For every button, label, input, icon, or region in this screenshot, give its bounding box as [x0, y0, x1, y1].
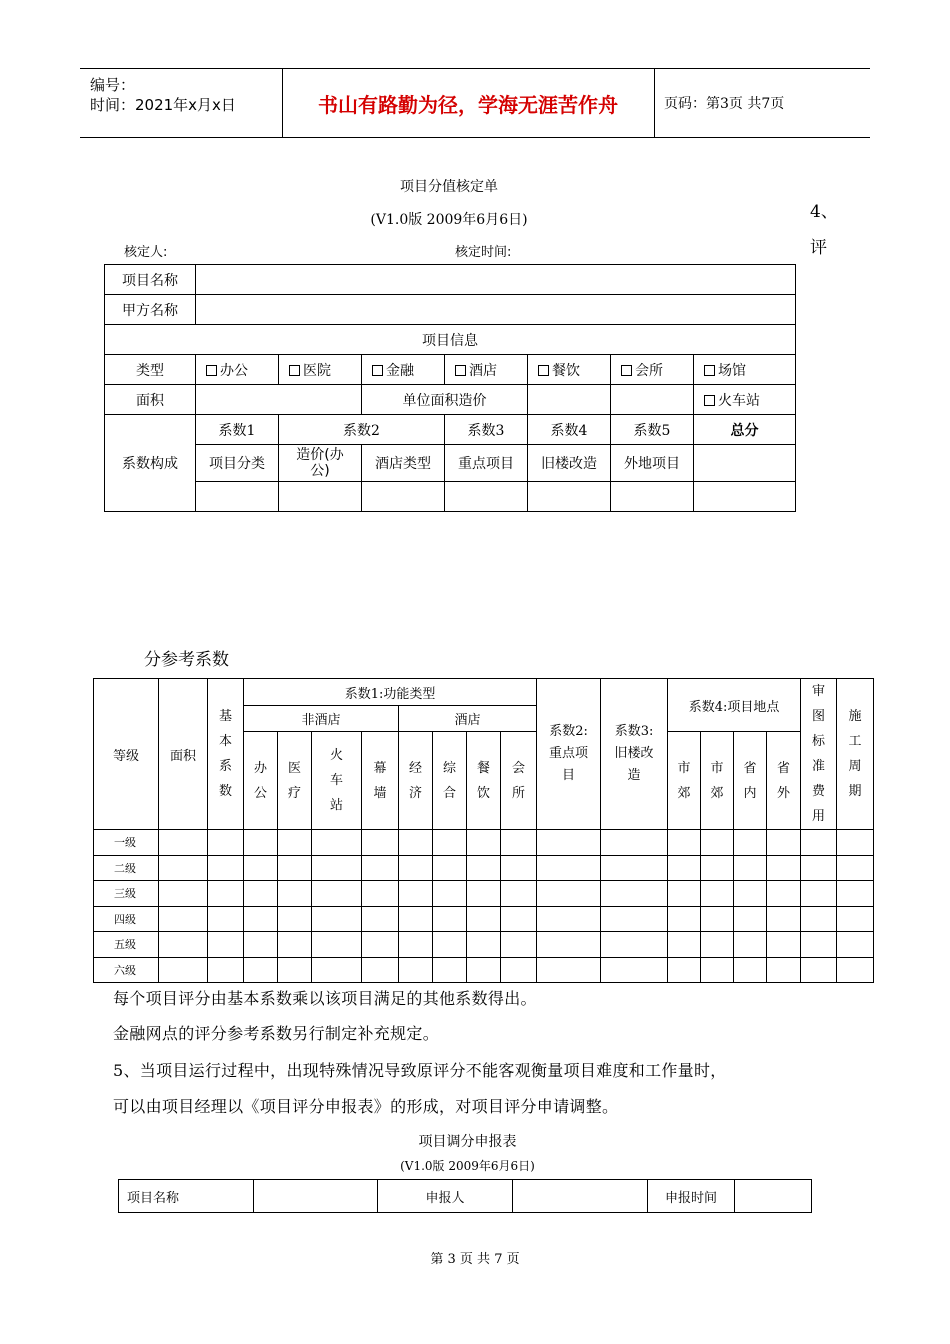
grade-value-cell[interactable]: [362, 932, 399, 958]
grade-value-cell[interactable]: [837, 957, 874, 983]
grade-value-cell[interactable]: [399, 881, 433, 907]
grade-value-cell[interactable]: [601, 932, 668, 958]
grade-value-cell[interactable]: [767, 957, 801, 983]
grade-value-cell[interactable]: [537, 881, 601, 907]
coef-value-cell[interactable]: [528, 482, 611, 512]
checkbox-icon[interactable]: [704, 395, 715, 406]
check-time-label: 核定时间:: [455, 245, 512, 260]
grade-value-cell[interactable]: [312, 830, 362, 856]
grade-value-cell[interactable]: [278, 881, 312, 907]
location-suburb2-header: 市郊: [701, 732, 734, 830]
score-adjust-form: [118, 1179, 812, 1213]
location-out-province-header: 省外: [767, 732, 801, 830]
grade-value-cell[interactable]: [801, 932, 837, 958]
client-name-label: 甲方名称: [105, 295, 196, 325]
grade-value-cell[interactable]: [801, 881, 837, 907]
grade-value-cell[interactable]: [312, 881, 362, 907]
grade-value-cell[interactable]: [701, 881, 734, 907]
grade-value-cell[interactable]: [837, 906, 874, 932]
unit-cost-field[interactable]: [528, 385, 611, 415]
grade-value-cell[interactable]: [734, 906, 767, 932]
paragraph-3: 5、当项目运行过程中，出现特殊情况导致原评分不能客观衡量项目难度和工作量时，: [113, 1061, 727, 1080]
grade-value-cell[interactable]: [399, 830, 433, 856]
total-header: 总分: [694, 415, 796, 445]
grade-value-cell[interactable]: [801, 855, 837, 881]
period-header: 施工周期: [837, 679, 874, 830]
grade-value-cell[interactable]: [501, 830, 537, 856]
grade-value-cell[interactable]: [244, 957, 278, 983]
col-grade-header: 等级: [94, 679, 159, 830]
grade-value-cell[interactable]: [734, 932, 767, 958]
grade-value-cell[interactable]: [467, 957, 501, 983]
grade-value-cell[interactable]: [244, 932, 278, 958]
header-meta: [90, 75, 236, 115]
checkbox-icon[interactable]: [621, 365, 632, 376]
grade-value-cell[interactable]: [668, 830, 701, 856]
grade-value-cell[interactable]: [467, 855, 501, 881]
grade-value-cell[interactable]: [668, 906, 701, 932]
coef-item-hotel-type: 酒店类型: [362, 445, 445, 482]
checkbox-icon[interactable]: [538, 365, 549, 376]
grade-value-cell[interactable]: [244, 881, 278, 907]
grade-value-cell[interactable]: [159, 906, 208, 932]
grade-value-cell[interactable]: [467, 881, 501, 907]
header-page-number: 页码：第3页 共7页: [664, 96, 785, 112]
grade-value-cell[interactable]: [537, 932, 601, 958]
grade-value-cell[interactable]: [537, 855, 601, 881]
grade-value-cell[interactable]: [537, 957, 601, 983]
coef-value-cell[interactable]: [362, 482, 445, 512]
grade-row: [94, 906, 874, 932]
type-station-header: 火车站: [312, 732, 362, 830]
grade-value-cell[interactable]: [312, 932, 362, 958]
grade-value-cell[interactable]: [159, 881, 208, 907]
coef1-header: 系数1: [196, 415, 279, 445]
checkbox-icon[interactable]: [206, 365, 217, 376]
area-blank-cell: [611, 385, 694, 415]
grade-value-cell[interactable]: [701, 830, 734, 856]
grade-value-cell[interactable]: [312, 855, 362, 881]
grade-value-cell[interactable]: [208, 932, 244, 958]
grade-label: 二级: [94, 855, 159, 881]
paragraph-1: 每个项目评分由基本系数乘以该项目满足的其他系数得出。: [113, 989, 537, 1008]
coef4-header: 系数4: [528, 415, 611, 445]
section4-title: 分参考系数: [144, 650, 229, 670]
applicant-field[interactable]: [513, 1180, 648, 1213]
grade-value-cell[interactable]: [837, 830, 874, 856]
grade-value-cell[interactable]: [208, 957, 244, 983]
grade-value-cell[interactable]: [501, 855, 537, 881]
coef-item-category: 项目分类: [196, 445, 279, 482]
grade-value-cell[interactable]: [501, 957, 537, 983]
coef2-header: 系数2: [279, 415, 445, 445]
coef4-location-header: 系数4:项目地点: [668, 679, 801, 732]
coef-item-remote: 外地项目: [611, 445, 694, 482]
type-option-venue[interactable]: 场馆: [694, 355, 796, 385]
form1-title: 项目分值核定单: [400, 179, 498, 195]
grade-row: [94, 830, 874, 856]
page-header: [80, 68, 870, 138]
type-option-hospital[interactable]: 医院: [279, 355, 362, 385]
type-option-dining[interactable]: 餐饮: [528, 355, 611, 385]
grade-label: 五级: [94, 932, 159, 958]
type-option-office[interactable]: 办公: [196, 355, 279, 385]
location-suburb-header: 市郊: [668, 732, 701, 830]
grade-value-cell[interactable]: [399, 855, 433, 881]
grade-value-cell[interactable]: [601, 881, 668, 907]
grade-value-cell[interactable]: [467, 830, 501, 856]
grade-value-cell[interactable]: [278, 957, 312, 983]
hotel-header: 酒店: [399, 706, 537, 732]
grade-value-cell[interactable]: [433, 957, 467, 983]
grade-value-cell[interactable]: [399, 906, 433, 932]
grade-value-cell[interactable]: [767, 906, 801, 932]
type-dining-header: 餐饮: [467, 732, 501, 830]
grade-value-cell[interactable]: [244, 906, 278, 932]
grade-value-cell[interactable]: [734, 881, 767, 907]
coef-label: 系数构成: [105, 415, 196, 512]
grade-value-cell[interactable]: [433, 881, 467, 907]
grade-row: [94, 855, 874, 881]
adjust-project-name-field[interactable]: [254, 1180, 378, 1213]
checkbox-icon[interactable]: [455, 365, 466, 376]
grade-value-cell[interactable]: [601, 855, 668, 881]
col-area-header: 面积: [159, 679, 208, 830]
coef-value-cell[interactable]: [279, 482, 362, 512]
type-club-header: 会所: [501, 732, 537, 830]
grade-label: 一级: [94, 830, 159, 856]
type-option-station[interactable]: 火车站: [694, 385, 796, 415]
paragraph-4: 可以由项目经理以《项目评分申报表》的形成，对项目评分申请调整。: [113, 1097, 619, 1116]
grade-value-cell[interactable]: [312, 906, 362, 932]
project-score-form: [104, 264, 796, 512]
grade-value-cell[interactable]: [734, 957, 767, 983]
checkbox-icon[interactable]: [289, 365, 300, 376]
grade-value-cell[interactable]: [362, 830, 399, 856]
grade-value-cell[interactable]: [501, 932, 537, 958]
type-option-club[interactable]: 会所: [611, 355, 694, 385]
area-field[interactable]: [196, 385, 362, 415]
grade-value-cell[interactable]: [362, 855, 399, 881]
grade-value-cell[interactable]: [601, 906, 668, 932]
footer-page-number: 第 3 页 共 7 页: [430, 1252, 520, 1267]
grade-value-cell[interactable]: [837, 855, 874, 881]
grade-value-cell[interactable]: [537, 830, 601, 856]
col-base-header: 基本系数: [208, 679, 244, 830]
grade-value-cell[interactable]: [701, 906, 734, 932]
grade-row: [94, 881, 874, 907]
grade-value-cell[interactable]: [668, 932, 701, 958]
type-label: 类型: [105, 355, 196, 385]
header-number: 编号：: [90, 76, 136, 94]
grade-value-cell[interactable]: [159, 830, 208, 856]
coef-item-key-project: 重点项目: [445, 445, 528, 482]
grade-value-cell[interactable]: [312, 957, 362, 983]
grade-value-cell[interactable]: [433, 830, 467, 856]
grade-value-cell[interactable]: [159, 932, 208, 958]
grade-value-cell[interactable]: [159, 855, 208, 881]
project-info-section: 项目信息: [105, 325, 796, 355]
coef-item-cost: 造价(办公): [279, 445, 362, 482]
grade-row: [94, 932, 874, 958]
grade-value-cell[interactable]: [208, 906, 244, 932]
grade-value-cell[interactable]: [701, 957, 734, 983]
coef1-function-header: 系数1:功能类型: [244, 679, 537, 706]
score-reference-table: [93, 678, 874, 983]
grade-value-cell[interactable]: [362, 957, 399, 983]
grade-value-cell[interactable]: [601, 830, 668, 856]
side-char: 评: [810, 238, 827, 258]
type-curtain-wall-header: 幕墙: [362, 732, 399, 830]
coef-item-renovation: 旧楼改造: [528, 445, 611, 482]
grade-value-cell[interactable]: [208, 855, 244, 881]
grade-value-cell[interactable]: [399, 957, 433, 983]
grade-value-cell[interactable]: [433, 906, 467, 932]
grade-value-cell[interactable]: [801, 906, 837, 932]
grade-value-cell[interactable]: [767, 881, 801, 907]
client-name-field[interactable]: [196, 295, 796, 325]
paragraph-2: 金融网点的评分参考系数另行制定补充规定。: [113, 1024, 440, 1043]
grade-value-cell[interactable]: [801, 830, 837, 856]
review-fee-header: 审图标准费用: [801, 679, 837, 830]
coef-value-cell[interactable]: [694, 482, 796, 512]
project-name-field[interactable]: [196, 265, 796, 295]
grade-value-cell[interactable]: [501, 881, 537, 907]
grade-label: 三级: [94, 881, 159, 907]
grade-value-cell[interactable]: [467, 906, 501, 932]
grade-value-cell[interactable]: [701, 932, 734, 958]
grade-rows: [94, 830, 874, 983]
form2-version: (V1.0版 2009年6月6日): [400, 1159, 535, 1173]
grade-value-cell[interactable]: [362, 881, 399, 907]
coef3-header: 系数3: [445, 415, 528, 445]
checkbox-icon[interactable]: [704, 365, 715, 376]
grade-value-cell[interactable]: [668, 957, 701, 983]
grade-label: 四级: [94, 906, 159, 932]
grade-value-cell[interactable]: [767, 830, 801, 856]
non-hotel-header: 非酒店: [244, 706, 399, 732]
header-time: 时间：2021年x月x日: [90, 96, 236, 114]
coef-value-cell[interactable]: [196, 482, 279, 512]
type-option-finance[interactable]: 金融: [362, 355, 445, 385]
coef-value-cell[interactable]: [611, 482, 694, 512]
grade-value-cell[interactable]: [278, 855, 312, 881]
grade-value-cell[interactable]: [467, 932, 501, 958]
grade-value-cell[interactable]: [668, 855, 701, 881]
coef-value-cell[interactable]: [445, 482, 528, 512]
grade-value-cell[interactable]: [801, 957, 837, 983]
form2-title: 项目调分申报表: [418, 1134, 517, 1150]
grade-value-cell[interactable]: [668, 881, 701, 907]
total-value-cell[interactable]: [694, 445, 796, 482]
grade-value-cell[interactable]: [208, 830, 244, 856]
project-name-label: 项目名称: [105, 265, 196, 295]
header-motto: 书山有路勤为径，学海无涯苦作舟: [318, 92, 618, 117]
applicant-label: 申报人: [378, 1180, 513, 1213]
side-number: 4、: [810, 202, 838, 222]
area-label: 面积: [105, 385, 196, 415]
grade-value-cell[interactable]: [433, 932, 467, 958]
type-economy-header: 经济: [399, 732, 433, 830]
grade-value-cell[interactable]: [278, 932, 312, 958]
grade-value-cell[interactable]: [278, 830, 312, 856]
type-office-header: 办公: [244, 732, 278, 830]
grade-row: [94, 957, 874, 983]
grade-value-cell[interactable]: [433, 855, 467, 881]
grade-value-cell[interactable]: [159, 957, 208, 983]
location-in-province-header: 省内: [734, 732, 767, 830]
unit-cost-label: 单位面积造价: [362, 385, 528, 415]
grade-value-cell[interactable]: [362, 906, 399, 932]
grade-value-cell[interactable]: [837, 932, 874, 958]
grade-value-cell[interactable]: [601, 957, 668, 983]
grade-value-cell[interactable]: [244, 855, 278, 881]
grade-label: 六级: [94, 957, 159, 983]
grade-value-cell[interactable]: [837, 881, 874, 907]
grade-value-cell[interactable]: [537, 906, 601, 932]
grade-value-cell[interactable]: [244, 830, 278, 856]
grade-value-cell[interactable]: [399, 932, 433, 958]
coef5-header: 系数5: [611, 415, 694, 445]
checker-label: 核定人:: [124, 245, 168, 260]
grade-value-cell[interactable]: [734, 855, 767, 881]
grade-value-cell[interactable]: [278, 906, 312, 932]
apply-time-label: 申报时间: [648, 1180, 735, 1213]
grade-value-cell[interactable]: [701, 855, 734, 881]
grade-value-cell[interactable]: [767, 932, 801, 958]
grade-value-cell[interactable]: [501, 906, 537, 932]
adjust-project-name-label: 项目名称: [119, 1180, 254, 1213]
coef2-key-header: 系数2:重点项目: [537, 679, 601, 830]
type-option-hotel[interactable]: 酒店: [445, 355, 528, 385]
coef3-renovation-header: 系数3:旧楼改造: [601, 679, 668, 830]
form1-version: (V1.0版 2009年6月6日): [370, 212, 528, 228]
grade-value-cell[interactable]: [734, 830, 767, 856]
type-integrated-header: 综合: [433, 732, 467, 830]
type-medical-header: 医疗: [278, 732, 312, 830]
checkbox-icon[interactable]: [372, 365, 383, 376]
grade-value-cell[interactable]: [208, 881, 244, 907]
apply-time-field[interactable]: [735, 1180, 812, 1213]
grade-value-cell[interactable]: [767, 855, 801, 881]
